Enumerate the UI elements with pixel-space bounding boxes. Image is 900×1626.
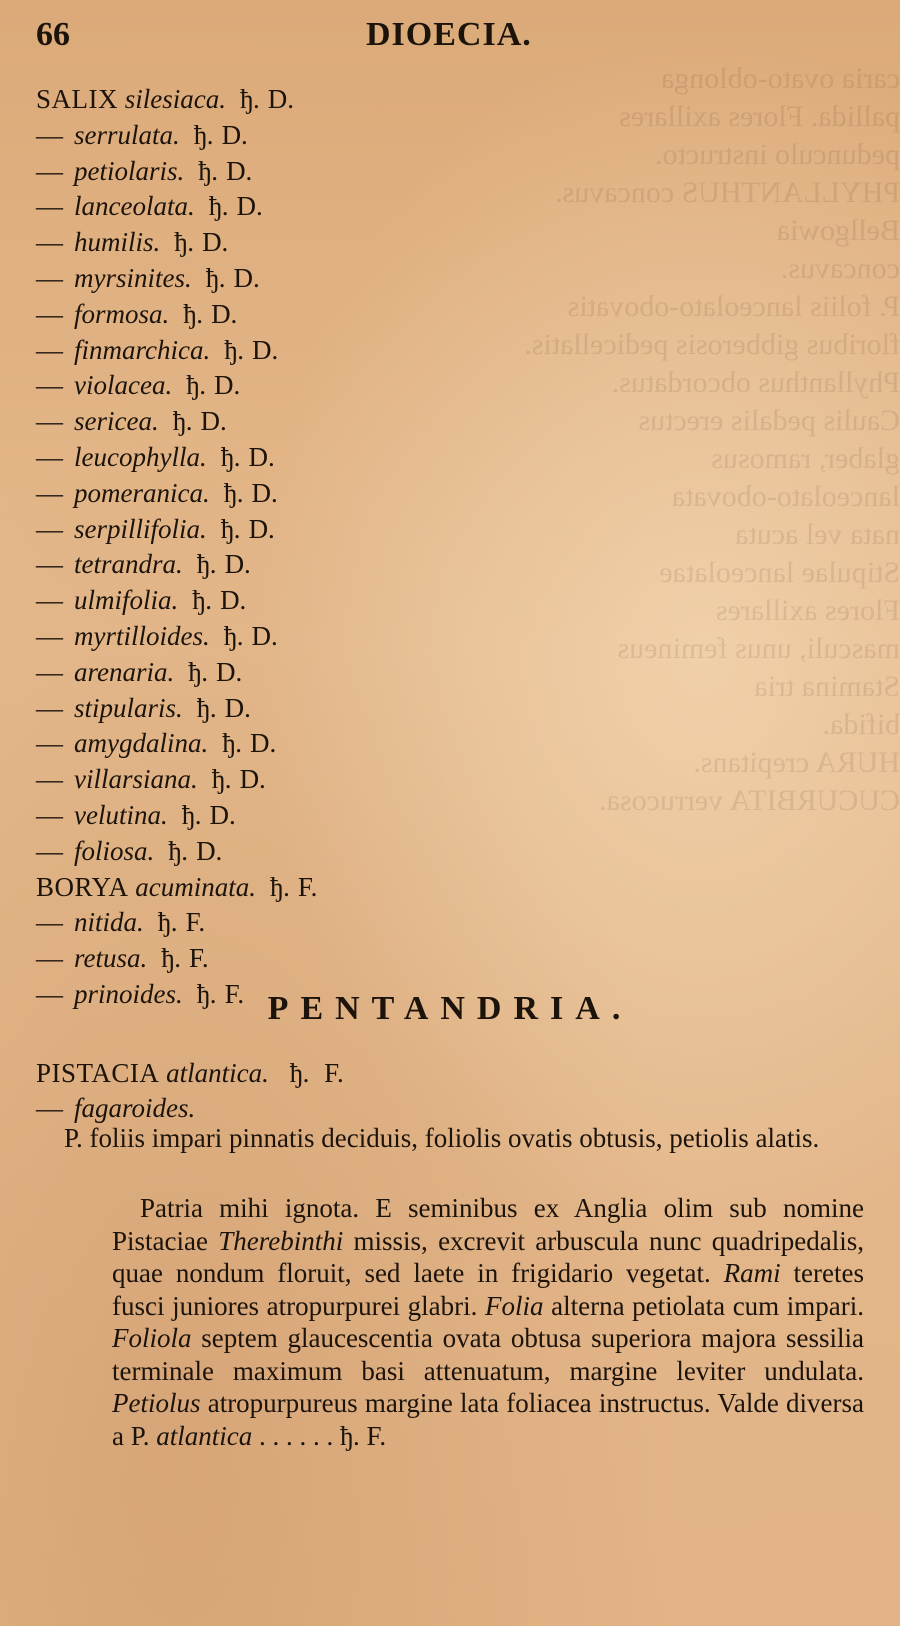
shrub-symbol: ђ.: [183, 298, 204, 329]
locale-code: D.: [209, 799, 236, 830]
species-epithet: fagaroides.: [74, 1093, 196, 1123]
species-entry: [36, 154, 556, 190]
dash: —: [36, 764, 63, 795]
shrub-symbol: ђ.: [240, 84, 260, 114]
dash: —: [36, 656, 63, 687]
locale-code: D.: [250, 728, 277, 759]
species-epithet: silesiaca.: [124, 84, 226, 114]
dash: —: [36, 513, 63, 544]
species-entry: [36, 404, 556, 440]
shrub-symbol: ђ.: [161, 943, 182, 974]
species-epithet: pomeranica.: [74, 477, 210, 508]
dash: —: [36, 119, 63, 150]
dash: —: [36, 585, 63, 616]
species-entry: [36, 834, 556, 870]
locale-code: D.: [216, 656, 243, 687]
description-run: teretes fusci juniores atropurpurei glabri.: [112, 1258, 865, 1321]
species-epithet: acuminata.: [135, 871, 257, 902]
dash: —: [36, 155, 63, 186]
shrub-symbol: ђ.: [168, 835, 189, 866]
description-run: septem glaucescentia ovata obtusa superiora majora sessilia terminale maximum basi attenuatum, margine leviter undulata.: [112, 1323, 864, 1386]
shrub-symbol: ђ.: [174, 227, 195, 258]
dash: —: [36, 298, 63, 329]
locale-code: D.: [220, 585, 247, 616]
locale-code: D.: [239, 764, 266, 795]
diagnosis-text: P. foliis impari pinnatis deciduis, foliolis ovatis obtusis, petiolis alatis.: [64, 1123, 820, 1153]
species-epithet: violacea.: [74, 370, 173, 401]
locale-code: D.: [211, 298, 238, 329]
locale-code: F.: [224, 978, 245, 1009]
locale-code: D.: [233, 262, 260, 293]
species-epithet: myrtilloides.: [74, 620, 210, 651]
shrub-symbol: ђ.: [223, 620, 244, 651]
locale-code: D.: [200, 406, 227, 437]
genus-name: PISTACIA: [36, 1058, 160, 1088]
species-entry: [36, 118, 556, 154]
species-entry: [36, 82, 556, 118]
locale-code: D.: [248, 513, 275, 544]
page-header: [36, 16, 866, 56]
species-entry: [36, 619, 556, 655]
shrub-symbol: ђ.: [211, 764, 232, 795]
dash: —: [36, 1093, 63, 1123]
salix-list: [36, 82, 556, 870]
dash: —: [36, 943, 63, 974]
species-epithet: foliosa.: [74, 835, 155, 866]
locale-code: D.: [196, 835, 223, 866]
locale-code: D.: [202, 227, 229, 258]
dash: —: [36, 907, 63, 938]
locale-code: D.: [251, 477, 278, 508]
shrub-symbol: ђ.: [193, 119, 214, 150]
dash: —: [36, 227, 63, 258]
dash: —: [36, 191, 63, 222]
species-entry: [36, 440, 556, 476]
species-entry: [36, 905, 556, 941]
locale-code: F.: [189, 943, 209, 974]
shrub-symbol: ђ.: [205, 262, 226, 293]
pistacia-entries: [36, 1056, 866, 1126]
locale-code: D.: [221, 119, 248, 150]
species-epithet: humilis.: [74, 227, 161, 258]
dash: —: [36, 334, 63, 365]
locale-code: D.: [224, 692, 251, 723]
dash: —: [36, 692, 63, 723]
dash: —: [36, 549, 63, 580]
locale-code: F.: [324, 1058, 344, 1088]
locale-code: D.: [226, 155, 253, 186]
shrub-symbol: ђ.: [172, 406, 193, 437]
species-epithet: finmarchica.: [74, 334, 211, 365]
locale-code: F.: [297, 871, 318, 902]
italic-term: Petiolus: [112, 1388, 201, 1418]
species-entry: [36, 870, 556, 906]
species-epithet: tetrandra.: [74, 549, 183, 580]
description-run: alterna petiolata cum impari.: [543, 1290, 864, 1321]
species-entry: [36, 762, 556, 798]
locale-code: D.: [214, 370, 241, 401]
species-epithet: atlantica.: [166, 1058, 269, 1088]
shrub-symbol: ђ.: [196, 978, 217, 1009]
species-entry: [36, 189, 556, 225]
species-entry: [36, 368, 556, 404]
shrub-symbol: ђ.: [224, 334, 245, 365]
shrub-symbol: ђ.: [222, 728, 243, 759]
description-run: . . . . . . ђ. F.: [252, 1420, 387, 1451]
dash: —: [36, 370, 63, 401]
description-text: [112, 1192, 864, 1452]
species-entry: [36, 691, 556, 727]
species-entry: [36, 941, 556, 977]
species-epithet: velutina.: [74, 799, 168, 830]
species-entry: [36, 798, 556, 834]
italic-term: Foliola: [112, 1323, 192, 1353]
dash: —: [36, 835, 63, 866]
locale-code: D.: [252, 334, 279, 365]
shrub-symbol: ђ.: [208, 191, 229, 222]
shrub-symbol: ђ.: [196, 692, 217, 723]
species-entry: [36, 476, 556, 512]
locale-code: D.: [224, 549, 251, 580]
species-epithet: formosa.: [74, 298, 170, 329]
species-epithet: amygdalina.: [74, 728, 209, 759]
dash: —: [36, 978, 63, 1009]
species-entry: [36, 547, 556, 583]
species-list: [36, 82, 556, 1013]
shrub-symbol: ђ.: [289, 1058, 310, 1088]
description-run: Patria mihi ignota. E seminibus ex Anglia olim sub nomine Pistaciae: [112, 1193, 864, 1256]
shrub-symbol: ђ.: [157, 907, 178, 938]
locale-code: D.: [236, 191, 263, 222]
section-heading: PENTANDRIA.: [267, 990, 633, 1027]
species-epithet: villarsiana.: [74, 764, 198, 795]
species-epithet: myrsinites.: [74, 262, 192, 293]
shrub-symbol: ђ.: [220, 441, 241, 472]
description-paragraph: [112, 1192, 864, 1452]
species-epithet: stipularis.: [74, 692, 183, 723]
species-epithet: petiolaris.: [74, 155, 185, 186]
description-run: atropurpureus margine lata foliacea instructus. Valde diversa a P.: [112, 1388, 864, 1451]
species-epithet: serpillifolia.: [74, 513, 207, 544]
italic-term: Therebinthi: [218, 1225, 344, 1256]
pistacia-line-2: [36, 1091, 866, 1126]
shrub-symbol: ђ.: [188, 656, 209, 687]
italic-term: Folia: [485, 1290, 544, 1321]
dash: —: [36, 406, 63, 437]
dash: —: [36, 262, 63, 293]
shrub-symbol: ђ.: [192, 585, 213, 616]
genus-name: SALIX: [36, 84, 118, 114]
running-head: DIOECIA.: [366, 16, 532, 53]
dash: —: [36, 620, 63, 651]
species-entry: [36, 333, 556, 369]
species-entry: [36, 726, 556, 762]
species-epithet: nitida.: [74, 907, 144, 938]
locale-code: D.: [248, 441, 275, 472]
species-epithet: lanceolata.: [74, 191, 195, 222]
species-epithet: ulmifolia.: [74, 585, 179, 616]
italic-term: atlantica: [156, 1420, 253, 1451]
genus-name: BORYA: [36, 871, 129, 902]
dash: —: [36, 728, 63, 759]
species-entry: [36, 225, 556, 261]
shrub-symbol: ђ.: [186, 370, 207, 401]
species-epithet: prinoides.: [74, 978, 183, 1009]
dash: —: [36, 477, 63, 508]
pistacia-line-1: [36, 1056, 866, 1091]
diagnosis: [64, 1122, 864, 1154]
shrub-symbol: ђ.: [270, 871, 290, 902]
description-run: missis, excrevit arbuscula nunc quadripedalis, quae nondum floruit, sed laete in frigidario vegetat.: [112, 1225, 864, 1288]
dash: —: [36, 799, 63, 830]
locale-code: D.: [251, 620, 278, 651]
locale-code: D.: [267, 84, 295, 114]
species-epithet: arenaria.: [74, 656, 175, 687]
shrub-symbol: ђ.: [198, 155, 219, 186]
species-entry: [36, 297, 556, 333]
shrub-symbol: ђ.: [181, 799, 202, 830]
shrub-symbol: ђ.: [220, 513, 241, 544]
locale-code: F.: [185, 907, 206, 938]
species-epithet: retusa.: [74, 943, 148, 974]
dash: —: [36, 441, 63, 472]
species-entry: [36, 583, 556, 619]
italic-term: Rami: [723, 1258, 781, 1288]
shrub-symbol: ђ.: [223, 477, 244, 508]
species-epithet: leucophylla.: [74, 441, 207, 472]
species-epithet: serrulata.: [74, 119, 180, 150]
species-entry: [36, 261, 556, 297]
show-through-text: caria ovato-oblonga pallida. Flores axillares pedunculo instructo. PHYLLANTHUS concavus. Bellgowia concavus. P. foliis lanceolato-obovatis floribus gibberosis pedicellatis. Phyllanthus obcordatus. Caulis pedalis erectus glaber, ramosus lanceolato-obovata nata vel acuta Stipulae lanceolatae Flores axillares masculi, unus femineus Stamina tria bifida. HURA crepitans. CUCURBITA verrucosa.: [524, 62, 900, 817]
shrub-symbol: ђ.: [196, 549, 217, 580]
page-number: 66: [36, 16, 70, 53]
species-entry: [36, 655, 556, 691]
species-epithet: sericea.: [74, 406, 159, 437]
species-entry: [36, 512, 556, 548]
